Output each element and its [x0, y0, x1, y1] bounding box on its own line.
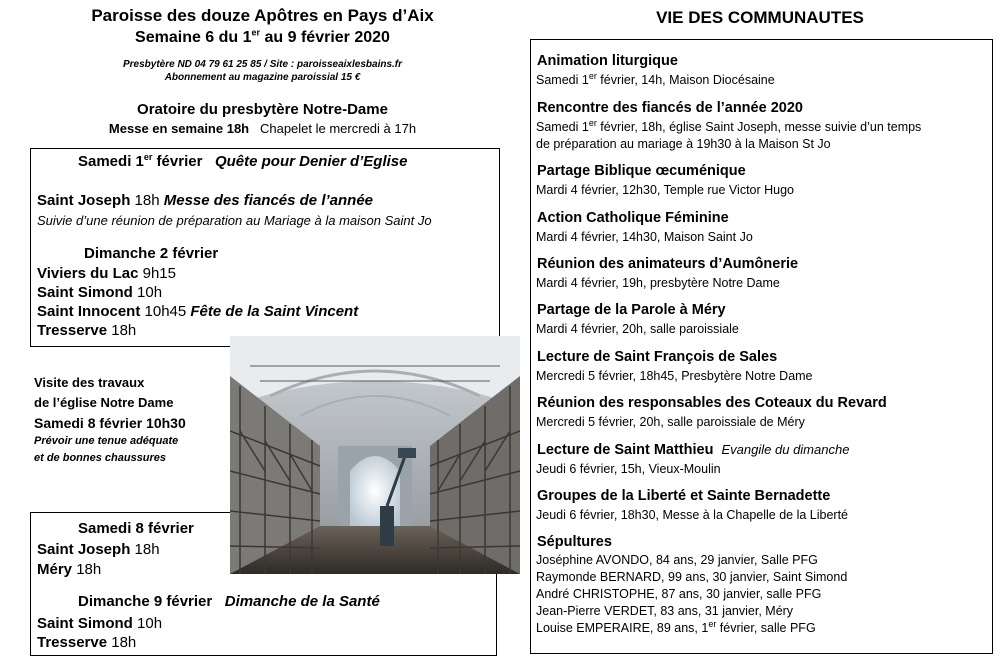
event-7-title: Lecture de Saint François de Sales [537, 349, 778, 365]
sepulture-5 [536, 618, 816, 635]
event-4-detail: Mardi 4 février, 14h30, Maison Saint Jo [536, 230, 753, 244]
sepulture-1: Joséphine AVONDO, 84 ans, 29 janvier, Salle PFG [536, 553, 818, 567]
event-2-detail [536, 117, 922, 134]
weekday-mass: Messe en semaine 18h [108, 121, 250, 136]
visit-line-5: et de bonnes chaussures [34, 452, 167, 464]
place-saint-simond-2: Saint Simond [37, 615, 133, 632]
viviers-line [37, 265, 176, 282]
dimanche-9: Dimanche 9 février [78, 593, 213, 610]
sepulture-4: Jean-Pierre VERDET, 83 ans, 31 janvier, Méry [536, 604, 794, 618]
event-9-title [537, 442, 849, 458]
s5-post: février, salle PFG [716, 621, 816, 635]
presbytere-contact: Presbytère ND 04 79 61 25 85 / Site : paroisseaixlesbains.fr [122, 59, 403, 70]
place-saint-joseph: Saint Joseph [37, 192, 131, 209]
e2-sup: er [588, 117, 597, 128]
e9-subtitle: Evangile du dimanche [721, 442, 850, 457]
box2-tresserve-line [37, 634, 136, 651]
time-tresserve: 18h [107, 322, 137, 339]
event-5-detail: Mardi 4 février, 19h, presbytère Notre Dame [536, 276, 780, 290]
visit-line-2: de l’église Notre Dame [34, 395, 174, 410]
saint-innocent-line [37, 303, 358, 320]
place-tresserve-2: Tresserve [37, 634, 108, 651]
event-1-title: Animation liturgique [537, 53, 678, 69]
event-10-title: Groupes de la Liberté et Sainte Bernadette [537, 488, 831, 504]
week-suffix: au 9 février 2020 [260, 29, 390, 46]
event-10-detail: Jeudi 6 février, 18h30, Messe à la Chapelle de la Liberté [536, 508, 848, 522]
event-8-detail: Mercredi 5 février, 20h, salle paroissiale de Méry [536, 415, 805, 429]
week-prefix: Semaine 6 du 1 [135, 29, 252, 46]
event-5-title: Réunion des animateurs d’Aumônerie [537, 256, 799, 272]
visit-line-4: Prévoir une tenue adéquate [34, 435, 179, 447]
visit-line-3: Samedi 8 février 10h30 [34, 415, 186, 431]
preparation-note: Suivie d’une réunion de préparation au Mariage à la maison Saint Jo [37, 213, 432, 228]
place-saint-simond: Saint Simond [37, 284, 133, 301]
box2-saint-joseph-line [37, 541, 160, 558]
event-3-title: Partage Biblique œcuménique [537, 163, 746, 179]
s5-sup: er [708, 618, 717, 629]
samedi-1-heading [78, 153, 408, 170]
e2-post: février, 18h, église Saint Joseph, messe suivie d’un temps [596, 120, 922, 134]
place-saint-innocent: Saint Innocent [37, 303, 141, 320]
time-saint-simond-2: 10h [132, 615, 163, 632]
mery-line [37, 561, 101, 578]
samedi-1-suffix: février [152, 153, 203, 170]
samedi-8-heading: Samedi 8 février [78, 520, 194, 537]
dimanche-2-heading: Dimanche 2 février [84, 245, 219, 262]
event-messe-fiances: Messe des fiancés de l’année [163, 192, 374, 209]
time-viviers: 9h15 [138, 265, 176, 282]
event-3-detail: Mardi 4 février, 12h30, Temple rue Victor Hugo [536, 183, 795, 197]
event-4-title: Action Catholique Féminine [537, 210, 729, 226]
box2-saint-simond-line [37, 615, 162, 632]
e1-pre: Samedi 1 [536, 73, 589, 87]
time-saint-joseph: 18h [130, 192, 164, 209]
event-1-detail [536, 70, 775, 87]
vie-communautes-title: VIE DES COMMUNAUTES [656, 8, 864, 27]
weekday-mass-line [0, 121, 525, 136]
e1-post: février, 14h, Maison Diocésaine [596, 73, 775, 87]
oratoire-heading: Oratoire du presbytère Notre-Dame [137, 101, 388, 118]
time-tresserve-2: 18h [107, 634, 137, 651]
event-6-detail: Mardi 4 février, 20h, salle paroissiale [536, 322, 739, 336]
tresserve-line [37, 322, 136, 339]
visit-notice [34, 373, 224, 467]
place-tresserve: Tresserve [37, 322, 108, 339]
event-6-title: Partage de la Parole à Méry [537, 302, 726, 318]
time-saint-joseph-2: 18h [130, 541, 160, 558]
samedi-1-prefix: Samedi 1 [78, 153, 144, 170]
community-events-box [530, 39, 993, 654]
sepulture-2: Raymonde BERNARD, 99 ans, 30 janvier, Saint Simond [536, 570, 848, 584]
event-9-detail: Jeudi 6 février, 15h, Vieux-Moulin [536, 462, 721, 476]
dimanche-sante: Dimanche de la Santé [224, 593, 380, 610]
church-construction-photo [230, 336, 520, 574]
time-saint-simond: 10h [132, 284, 163, 301]
place-saint-joseph-2: Saint Joseph [37, 541, 131, 558]
weekend-1-schedule-box [30, 148, 500, 347]
dimanche-9-heading [78, 593, 380, 610]
place-viviers: Viviers du Lac [37, 265, 139, 282]
time-mery: 18h [72, 561, 102, 578]
week-sup: er [251, 27, 261, 38]
quete-denier: Quête pour Denier d’Eglise [214, 153, 408, 170]
magazine-subscription: Abonnement au magazine paroissial 15 € [164, 72, 361, 83]
time-saint-innocent: 10h45 [140, 303, 191, 320]
e9-title-text: Lecture de Saint Matthieu [537, 442, 714, 458]
e2-pre: Samedi 1 [536, 120, 589, 134]
e1-sup: er [588, 70, 597, 81]
event-2-title: Rencontre des fiancés de l’année 2020 [537, 100, 803, 116]
saint-joseph-line [37, 192, 373, 209]
sepulture-3: André CHRISTOPHE, 87 ans, 30 janvier, salle PFG [536, 587, 822, 601]
sepultures-title: Sépultures [537, 534, 612, 550]
event-8-title: Réunion des responsables des Coteaux du Revard [537, 395, 887, 411]
event-saint-vincent: Fête de la Saint Vincent [190, 303, 359, 320]
event-7-detail: Mercredi 5 février, 18h45, Presbytère Notre Dame [536, 369, 813, 383]
chapelet: Chapelet le mercredi à 17h [259, 121, 417, 136]
saint-simond-line [37, 284, 162, 301]
parish-title: Paroisse des douze Apôtres en Pays d’Aix [91, 6, 434, 25]
event-2-detail-2: de préparation au mariage à 19h30 à la Maison St Jo [536, 137, 831, 151]
visit-line-1: Visite des travaux [34, 375, 145, 390]
s5-pre: Louise EMPERAIRE, 89 ans, 1 [536, 621, 709, 635]
samedi-1-sup: er [143, 152, 153, 162]
week-heading [0, 29, 525, 47]
place-mery: Méry [37, 561, 73, 578]
